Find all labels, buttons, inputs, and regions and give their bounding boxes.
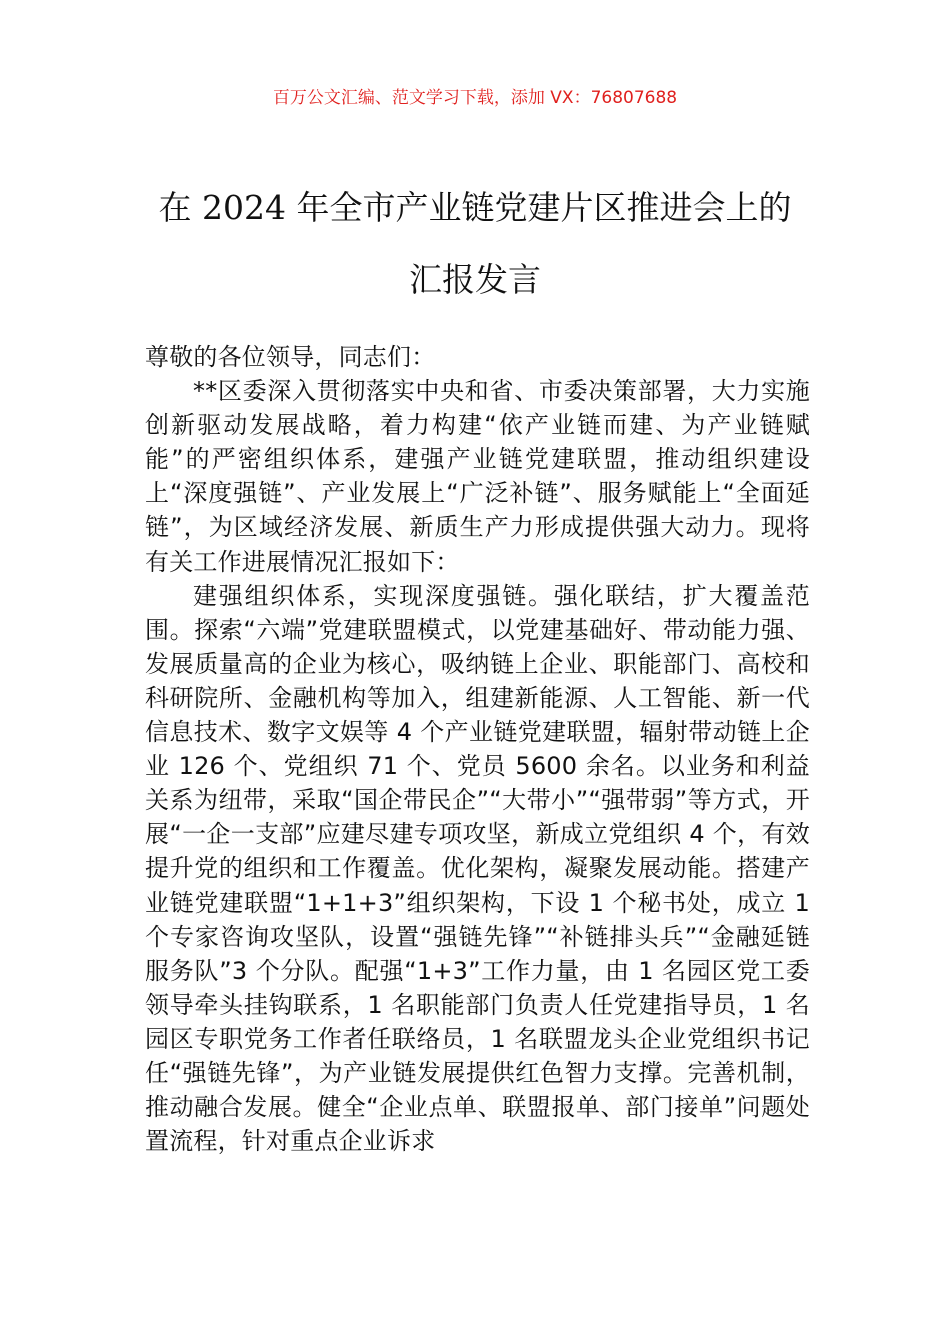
promo-banner: 百万公文汇编、范文学习下载，添加 VX：76807688 (272, 88, 678, 108)
document-body (145, 340, 810, 1158)
document-title (120, 172, 830, 316)
salutation: 尊敬的各位领导，同志们： (145, 343, 436, 371)
paragraph-organization: 建强组织体系，实现深度强链。强化联结，扩大覆盖范围。探索“六端”党建联盟模式，以党建基础好、带动能力强、发展质量高的企业为核心，吸纳链上企业、职能部门、高校和科研院所、金融机构等加入，组建新能源、人工智能、新一代信息技术、数字文娱等 4 个产业链党建联盟，辐射带动链上企业 126 个、党组织 71 个、党员 5600 余名。以业务和利益关系为纽带，采取“国企带民企”“大带小”“强带弱”等方式，开展“一企一支部”应建尽建专项攻坚，新成立党组织 4 个，有效提升党的组织和工作覆盖。优化架构，凝聚发展动能。搭建产业链党建联盟“1+1+3”组织架构，下设 1 个秘书处，成立 1 个专家咨询攻坚队，设置“强链先锋”“补链排头兵”“金融延链服务队”3 个分队。配强“1+3”工作力量，由 1 名园区党工委领导牵头挂钩联系，1 名职能部门负责人任党建指导员，1 名园区专职党务工作者任联络员，1 名联盟龙头企业党组织书记任“强链先锋”，为产业链发展提供红色智力支撑。完善机制，推动融合发展。健全“企业点单、联盟报单、部门接单”问题处置流程，针对重点企业诉求 (145, 581, 810, 1156)
title-line-1: 在 2024 年全市产业链党建片区推进会上的 (158, 188, 792, 227)
paragraph-intro: **区委深入贯彻落实中央和省、市委决策部署，大力实施创新驱动发展战略，着力构建“依产业链而建、为产业链赋能”的严密组织体系，建强产业链党建联盟，推动组织建设上“深度强链”、产业发展上“广泛补链”、服务赋能上“全面延链”，为区域经济发展、新质生产力形成提供强大动力。现将有关工作进展情况汇报如下： (145, 377, 810, 576)
title-line-2: 汇报发言 (409, 260, 541, 299)
